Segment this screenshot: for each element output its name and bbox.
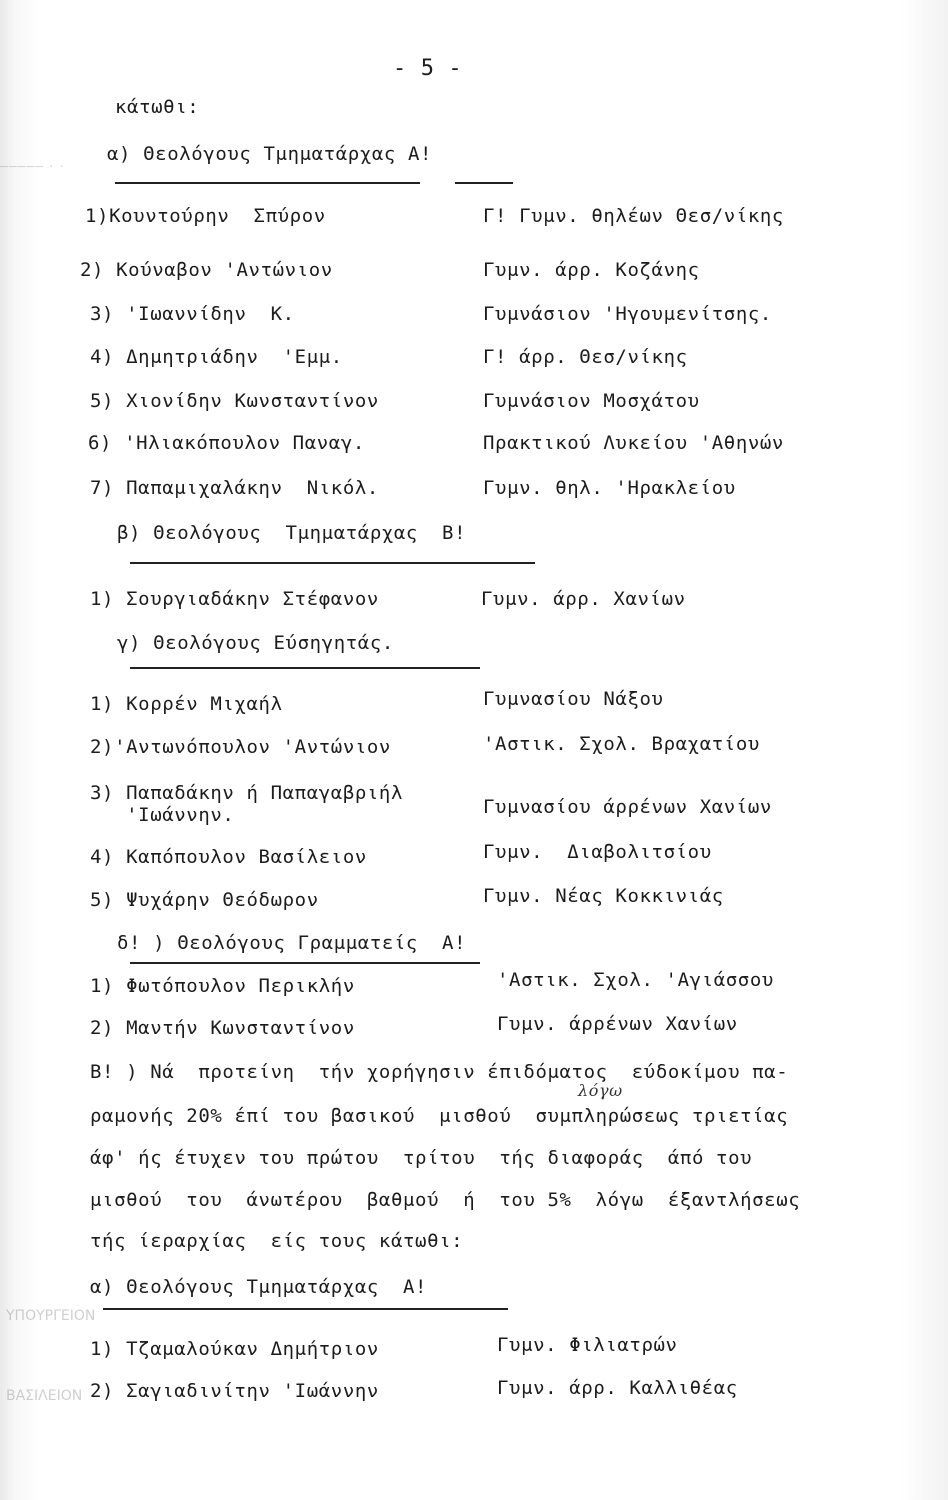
list-item-school: Γ! Γυμν. θηλέων Θεσ/νίκης (483, 205, 784, 227)
list-item-name: 4) Δημητριάδην 'Εμμ. (90, 346, 343, 368)
list-item-school: Γυμν. άρρ. Χανίων (481, 588, 686, 610)
list-item-school: Πρακτικού Λυκείου 'Αθηνών (483, 432, 784, 454)
list-item-name: 1) Κορρέν Μιχαήλ (90, 693, 283, 715)
list-item-name: 7) Παπαμιχαλάκην Νικόλ. (90, 477, 379, 499)
svg-text:ΒΑΣΙΛΕΙΟΝ: ΒΑΣΙΛΕΙΟΝ (6, 1388, 83, 1404)
list-item-name: 1) Σουργιαδάκην Στέφανον (90, 588, 379, 610)
list-item-school: Γυμν. Φιλιατρών (497, 1334, 678, 1356)
svg-text:ΥΠΟΥΡΓΕΙΟΝ: ΥΠΟΥΡΓΕΙΟΝ (6, 1308, 96, 1324)
list-item-name: 2) Σαγιαδινίτην 'Ιωάννην (90, 1380, 379, 1402)
list-item-school: 'Αστικ. Σχολ. 'Αγιάσσου (497, 969, 774, 991)
section-a-heading: α) Θεολόγους Τμηματάρχας Α! (107, 143, 433, 165)
list-item-name: 1)Κουντούρην Σπύρον (85, 205, 326, 227)
list-item-school: Γυμν. άρρένων Χανίων (497, 1013, 738, 1035)
bleed-through-text: ───── · · (0, 160, 65, 175)
intro-text: κάτωθι: (115, 96, 200, 118)
faded-stamp (0, 1290, 200, 1430)
list-item-name: 3) Παπαδάκην ή Παπαγαβριήλ 'Ιωάννην. (90, 782, 404, 826)
page-number: - 5 - (393, 56, 463, 81)
paragraph-line: ραμονής 20% έπί του βασικού μισθού συμπληρώσεως τριετίας (90, 1105, 789, 1127)
paragraph-line: άφ' ής έτυχεν του πρώτου τρίτου τής διαφοράς άπό του (90, 1147, 753, 1169)
list-item-name: 2) Μαντήν Κωνσταντίνον (90, 1017, 355, 1039)
list-item-school: Γυμνάσιον 'Ηγουμενίτσης. (483, 303, 772, 325)
handwritten-note: λόγω (578, 1081, 623, 1100)
section-b-rule (130, 562, 535, 564)
list-item-school: Γυμν. Νέας Κοκκινιάς (483, 885, 724, 907)
list-item-school: Γυμν. άρρ. Κοζάνης (483, 259, 700, 281)
paragraph-line: Β! ) Νά προτείνη τήν χορήγησιν έπιδόματος εύδοκίμου πα- (90, 1061, 789, 1083)
list-item-school: Γυμν. άρρ. Καλλιθέας (497, 1377, 738, 1399)
section-d-rule (130, 962, 480, 964)
section-e-heading: α) Θεολόγους Τμηματάρχας Α! (90, 1276, 428, 1298)
list-item-name: 5) Χιονίδην Κωνσταντίνον (90, 390, 379, 412)
list-item-school: Γυμν. Διαβολιτσίου (483, 841, 712, 863)
section-c-rule (130, 667, 480, 669)
list-item-school: 'Αστικ. Σχολ. Βραχατίου (483, 733, 760, 755)
list-item-name: 6) 'Ηλιακόπουλον Παναγ. (88, 432, 365, 454)
section-e-rule (103, 1308, 508, 1310)
list-item-name: 2)'Αντωνόπουλον 'Αντώνιον (90, 736, 391, 758)
list-item-school: Γ! άρρ. Θεσ/νίκης (483, 346, 688, 368)
section-a-rule (115, 182, 420, 184)
section-a-rule-short (455, 182, 513, 184)
list-item-name: 1) Φωτόπουλον Περικλήν (90, 975, 355, 997)
section-c-heading: γ) Θεολόγους Εύσηγητάς. (117, 632, 394, 654)
list-item-school: Γυμν. θηλ. 'Ηρακλείου (483, 477, 736, 499)
list-item-name: 2) Κούναβον 'Αντώνιον (80, 259, 333, 281)
section-d-heading: δ! ) Θεολόγους Γραμματείς Α! (117, 932, 467, 954)
paragraph-line: μισθού του άνωτέρου βαθμού ή του 5% λόγω έξαντλήσεως (90, 1189, 801, 1211)
list-item-name: 5) Ψυχάρην Θεόδωρον (90, 889, 319, 911)
list-item-name: 4) Καπόπουλον Βασίλειον (90, 846, 367, 868)
list-item-school: Γυμνασίου Νάξου (483, 688, 664, 710)
paragraph-line: τής ίεραρχίας είς τους κάτωθι: (90, 1230, 464, 1252)
list-item-school: Γυμνασίου άρρένων Χανίων (483, 796, 772, 818)
section-b-heading: β) Θεολόγους Τμηματάρχας Β! (117, 522, 467, 544)
list-item-school: Γυμνάσιον Μοσχάτου (483, 390, 700, 412)
list-item-name: 1) Τζαμαλούκαν Δημήτριον (90, 1338, 379, 1360)
list-item-name: 3) 'Ιωαννίδην Κ. (90, 303, 295, 325)
